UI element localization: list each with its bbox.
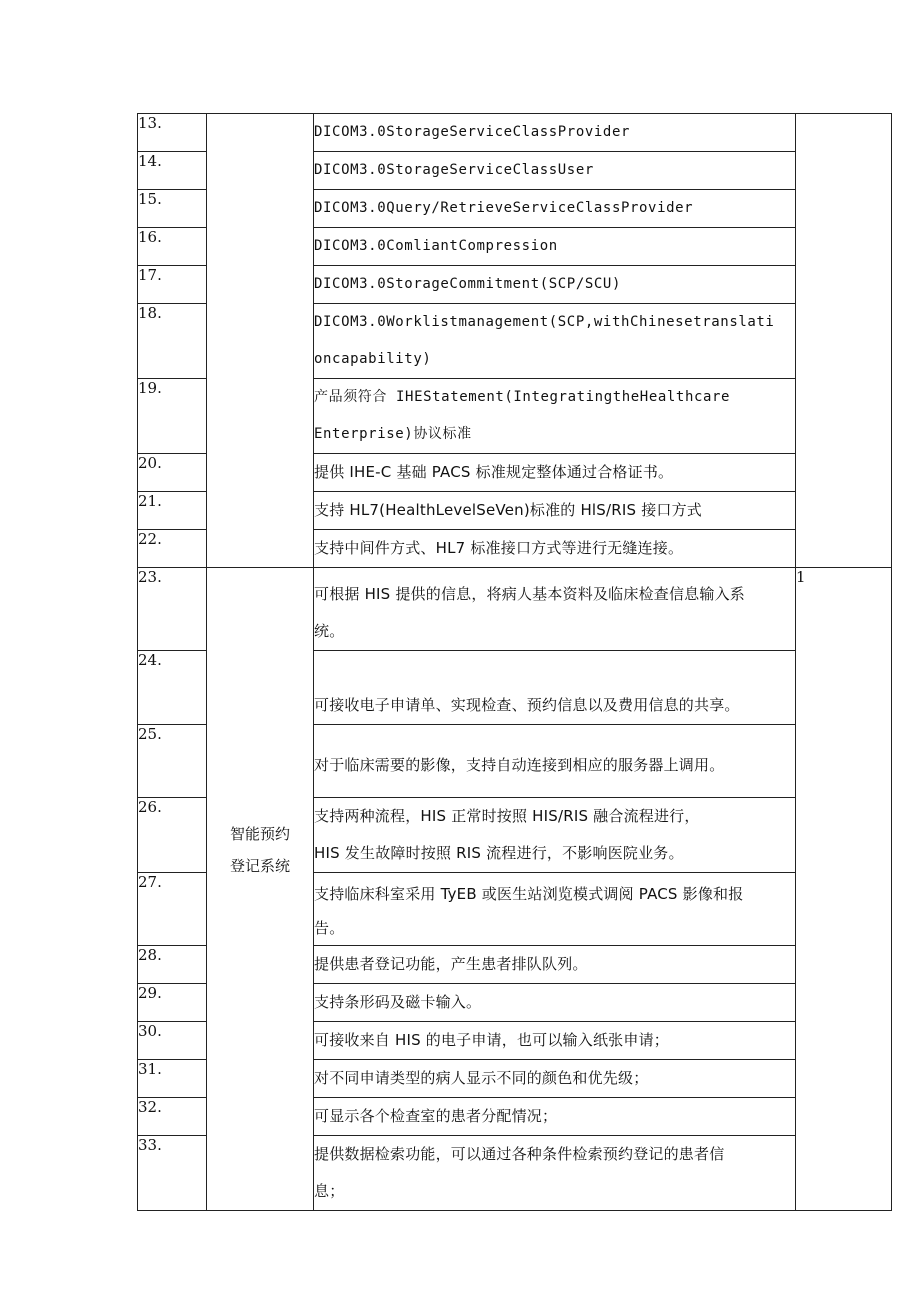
row-description: 可根据 HIS 提供的信息，将病人基本资料及临床检查信息输入系 统。: [314, 568, 796, 651]
row-description: 可接收电子申请单、实现检查、预约信息以及费用信息的共享。: [314, 651, 796, 725]
spec-table: [137, 113, 892, 1211]
row-description: DICOM3.0StorageServiceClassUser: [314, 152, 796, 190]
row-number: 13.: [138, 114, 207, 152]
row-description: DICOM3.0StorageServiceClassProvider: [314, 114, 796, 152]
row-number: 33.: [138, 1136, 207, 1211]
row-description: 提供患者登记功能，产生患者排队队列。: [314, 946, 796, 984]
group-cell-empty: [207, 114, 314, 568]
table-row: [138, 114, 892, 152]
row-description: 对于临床需要的影像，支持自动连接到相应的服务器上调用。: [314, 725, 796, 798]
row-number: 14.: [138, 152, 207, 190]
row-description: 支持条形码及磁卡输入。: [314, 984, 796, 1022]
group-label: 智能预约登记系统: [229, 825, 290, 875]
row-number: 22.: [138, 530, 207, 568]
row-number: 24.: [138, 651, 207, 725]
row-description: 支持 HL7(HealthLevelSeVen)标准的 HlS/RIS 接口方式: [314, 492, 796, 530]
row-description: 支持中间件方式、HL7 标准接口方式等进行无缝连接。: [314, 530, 796, 568]
quantity-cell: [796, 114, 892, 568]
row-number: 31.: [138, 1060, 207, 1098]
row-description: 可显示各个检查室的患者分配情况；: [314, 1098, 796, 1136]
row-number: 16.: [138, 228, 207, 266]
row-description: DICOM3.0ComliantCompression: [314, 228, 796, 266]
row-number: 32.: [138, 1098, 207, 1136]
row-description: 支持临床科室采用 TyEB 或医生站浏览模式调阅 PACS 影像和报 告。: [314, 873, 796, 946]
row-number: 25.: [138, 725, 207, 798]
table-row: [138, 568, 892, 651]
row-description: 产品须符合 IHEStatement(IntegratingtheHealthcare Enterprise)协议标准: [314, 379, 796, 454]
row-description: 可接收来自 HIS 的电子申请，也可以输入纸张申请；: [314, 1022, 796, 1060]
row-description: 提供 IHE-C 基础 PACS 标准规定整体通过合格证书。: [314, 454, 796, 492]
row-description: DICOM3.0Worklistmanagement(SCP,withChinesetranslati oncapability): [314, 304, 796, 379]
group-cell: [207, 568, 314, 1211]
row-description: 提供数据检索功能，可以通过各种条件检索预约登记的患者信 息；: [314, 1136, 796, 1211]
row-number: 15.: [138, 190, 207, 228]
row-number: 26.: [138, 798, 207, 873]
row-description: DICOM3.0StorageCommitment(SCP/SCU): [314, 266, 796, 304]
row-number: 17.: [138, 266, 207, 304]
row-number: 18.: [138, 304, 207, 379]
row-description: DICOM3.0Query/RetrieveServiceClassProvider: [314, 190, 796, 228]
row-number: 30.: [138, 1022, 207, 1060]
row-number: 28.: [138, 946, 207, 984]
row-number: 21.: [138, 492, 207, 530]
row-number: 19.: [138, 379, 207, 454]
row-number: 29.: [138, 984, 207, 1022]
row-number: 20.: [138, 454, 207, 492]
quantity-cell: 1: [796, 568, 892, 1211]
row-description: 对不同申请类型的病人显示不同的颜色和优先级；: [314, 1060, 796, 1098]
row-number: 27.: [138, 873, 207, 946]
row-number: 23.: [138, 568, 207, 651]
row-description: 支持两种流程，HIS 正常时按照 HIS/RIS 融合流程进行， HIS 发生故障时按照 RIS 流程进行，不影响医院业务。: [314, 798, 796, 873]
group-label: [224, 114, 296, 364]
